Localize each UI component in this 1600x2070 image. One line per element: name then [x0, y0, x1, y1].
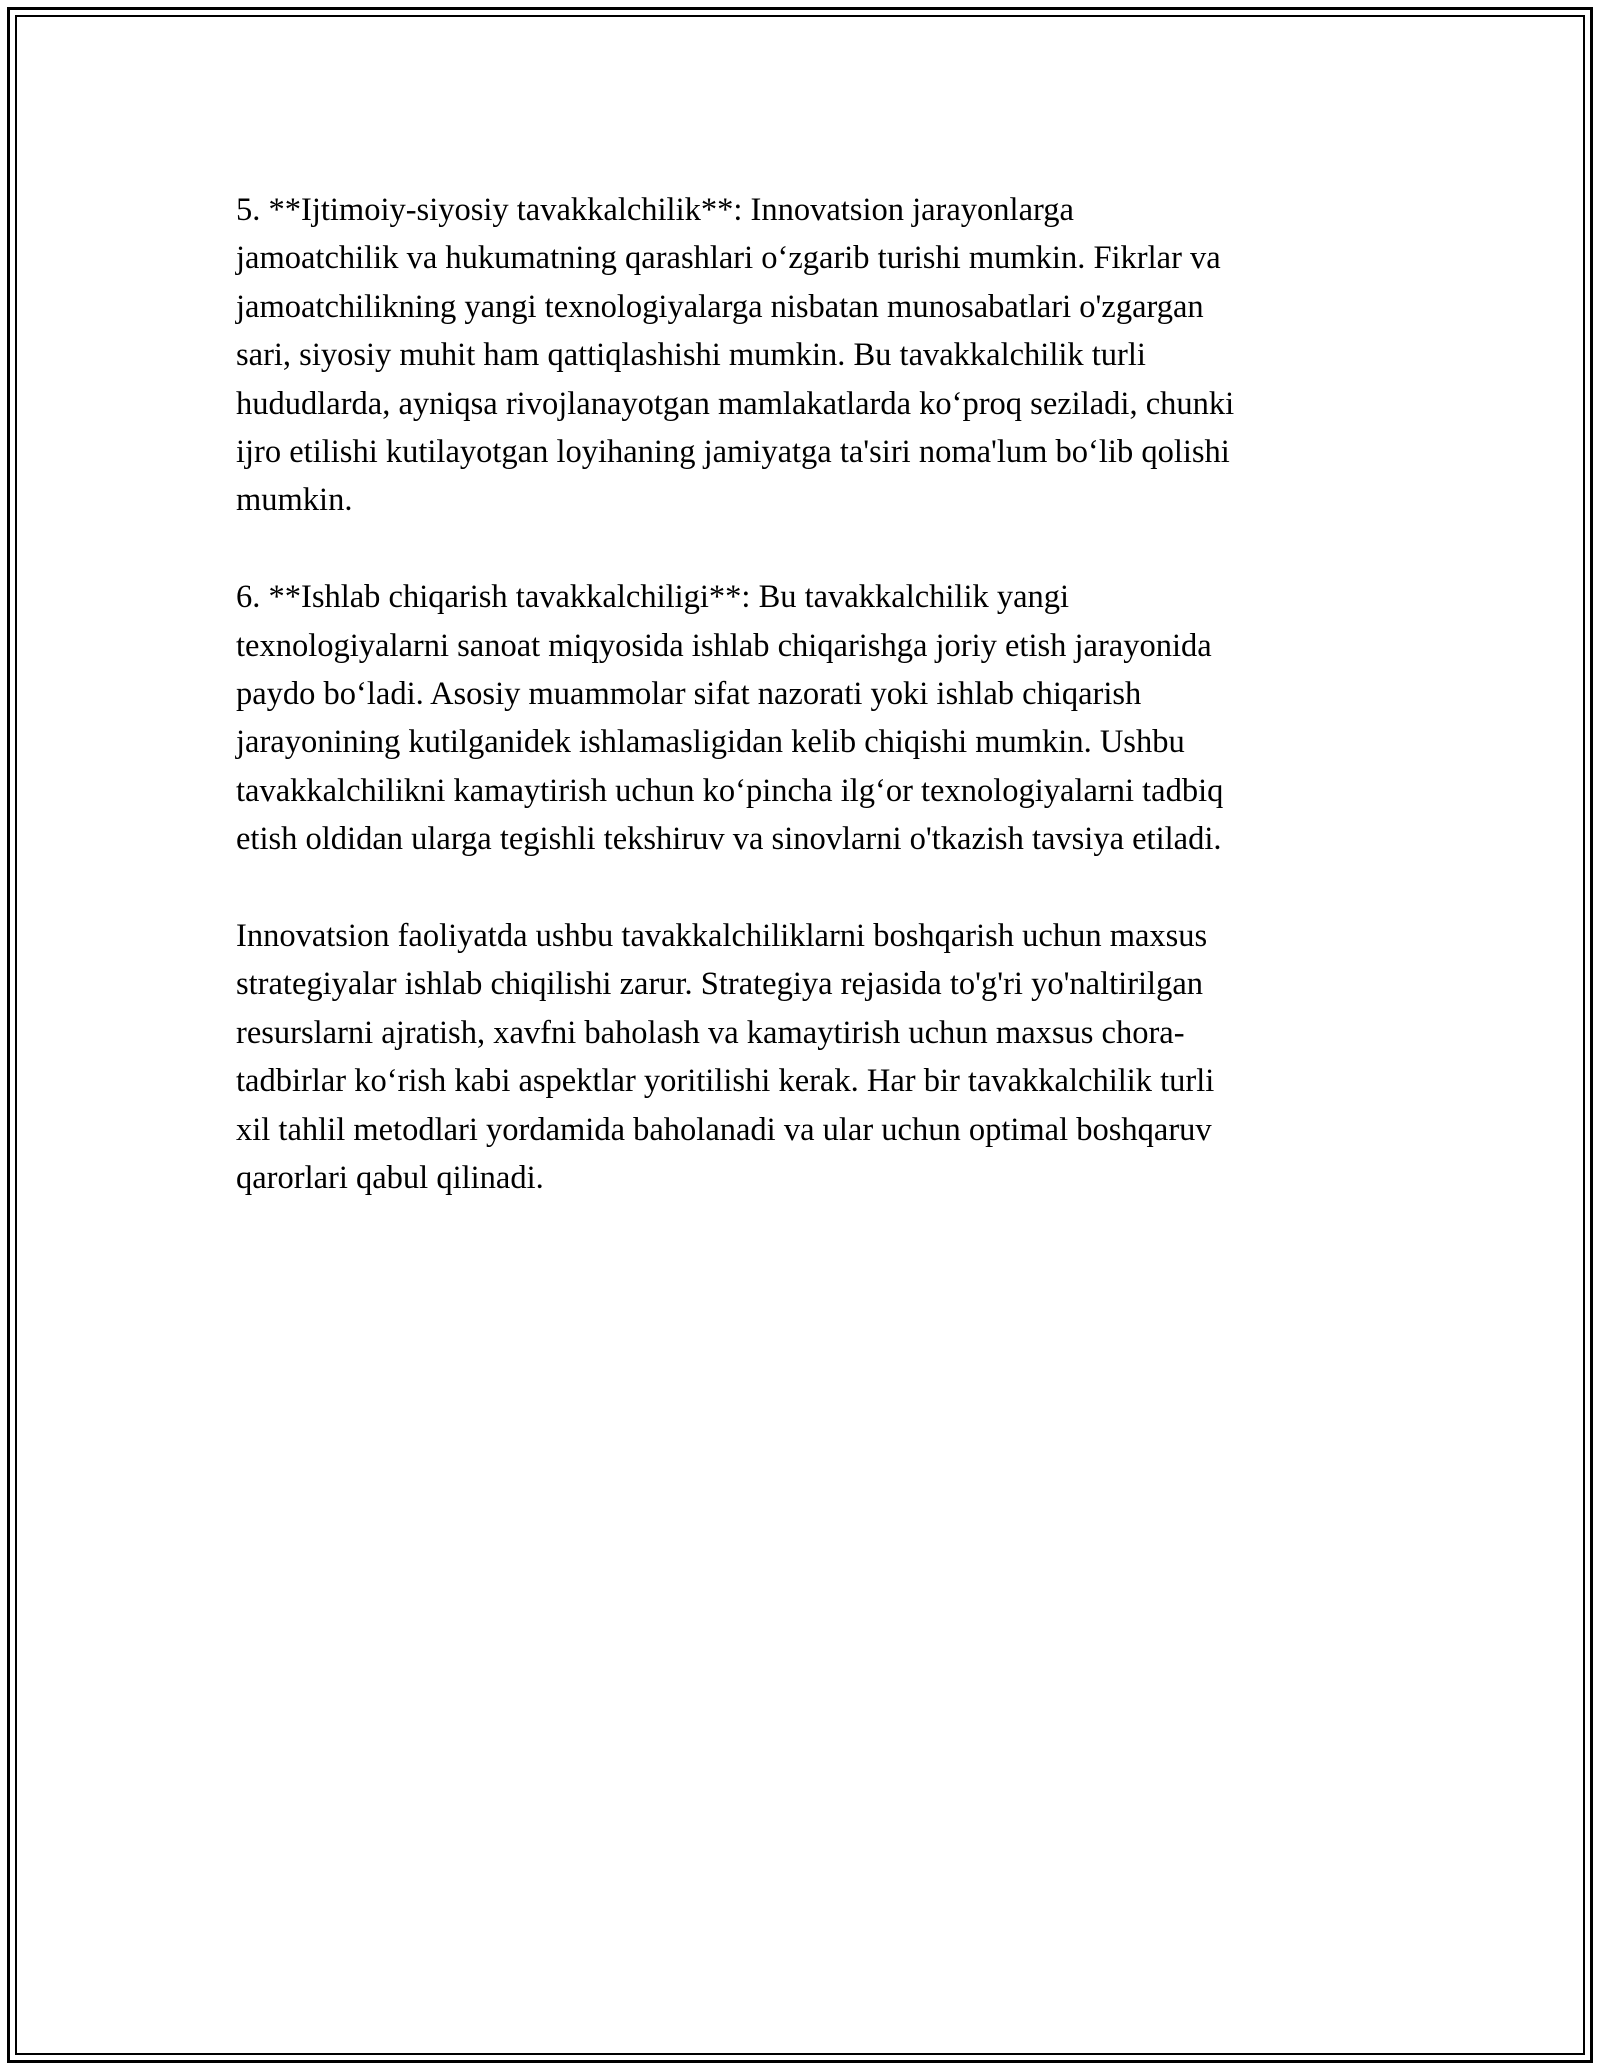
paragraph-production-risk: 6. **Ishlab chiqarish tavakkalchiligi**: Bu tavakkalchilik yangi texnologiyalarni sanoat miqyosida ishlab chiqarishga joriy etish jarayonida paydo bo‘ladi. Asosiy muammolar sifat nazorati yoki ishlab chiqarish jarayonining kutilganidek ishlamasligidan kelib chiqishi mumkin. Ushbu tavakkalchilikni kamaytirish uchun ko‘pincha ilg‘or texnologiyalarni tadbiq etish oldidan ularga tegishli tekshiruv va sinovlarni o'tkazish tavsiya etiladi. [236, 579, 1224, 858]
paragraph-socio-political-risk: 5. **Ijtimoiy-siyosiy tavakkalchilik**: Innovatsion jarayonlarga jamoatchilik va hukumatning qarashlari o‘zgarib turishi mumkin. Fikrlar va jamoatchilikning yangi texnologiyalarga nisbatan munosabatlari o'zgargan sari, siyosiy muhit ham qattiqlashishi mumkin. Bu tavakkalchilik turli hududlarda, ayniqsa rivojlanayotgan mamlakatlarda ko‘proq seziladi, chunki ijro etilishi kutilayotgan loyihaning jamiyatga ta'siri noma'lum bo‘lib qolishi mumkin. [236, 192, 1235, 519]
document-body [236, 186, 1366, 1251]
paragraph-risk-management-strategy: Innovatsion faoliyatda ushbu tavakkalchiliklarni boshqarish uchun maxsus strategiyalar ishlab chiqilishi zarur. Strategiya rejasida to'g'ri yo'naltirilgan resurslarni ajratish, xavfni baholash va kamaytirish uchun maxsus chora- tadbirlar ko‘rish kabi aspektlar yoritilishi kerak. Har bir tavakkalchilik turli xil tahlil metodlari yordamida baholanadi va ular uchun optimal boshqaruv qarorlari qabul qilinadi. [236, 918, 1215, 1197]
